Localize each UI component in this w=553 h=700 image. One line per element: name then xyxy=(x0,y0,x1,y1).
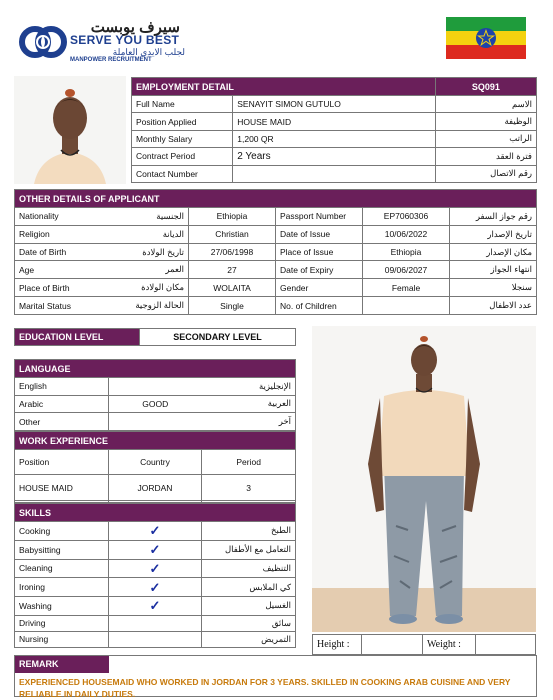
gender-label: Gender xyxy=(276,279,363,297)
position-label: Position Applied xyxy=(132,113,233,130)
work-header-country: Country xyxy=(108,450,202,475)
other-lang-ar: آخر xyxy=(202,413,296,431)
arabic-label: Arabic xyxy=(15,395,109,413)
table-row xyxy=(15,261,537,279)
employment-detail-table xyxy=(131,77,537,183)
contact-ar: رقم الاتصال xyxy=(435,165,536,182)
birthplace-label: Place of Birth xyxy=(15,279,102,297)
marital-ar: الحالة الزوجية xyxy=(102,297,189,315)
skill-cooking-ar: الطبخ xyxy=(202,522,296,541)
portrait-figure xyxy=(14,76,126,184)
table-row xyxy=(15,413,296,431)
education-label: EDUCATION LEVEL xyxy=(15,329,140,346)
age-ar: العمر xyxy=(102,261,189,279)
marital-label: Marital Status xyxy=(15,297,102,315)
logo-knot-icon xyxy=(18,20,68,64)
english-label: English xyxy=(15,378,109,396)
salary-value: 1,200 QR xyxy=(233,130,436,147)
religion-ar: الديانة xyxy=(102,225,189,243)
table-row xyxy=(15,378,296,396)
nationality-ar: الجنسية xyxy=(102,208,189,226)
contact-label: Contact Number xyxy=(132,165,233,182)
position-ar: الوظيفة xyxy=(435,113,536,130)
skill-cleaning-ar: التنظيف xyxy=(202,559,296,578)
gender-ar: سنجلا xyxy=(450,279,537,297)
issue-place-value: Ethiopia xyxy=(363,243,450,261)
skill-driving-label: Driving xyxy=(15,615,109,631)
other-details-table xyxy=(14,189,537,315)
skill-cleaning-label: Cleaning xyxy=(15,559,109,578)
contact-value xyxy=(233,165,436,182)
skill-nursing-ar: التمريض xyxy=(202,631,296,647)
weight-value xyxy=(476,635,536,655)
table-row xyxy=(15,597,296,616)
skill-washing-label: Washing xyxy=(15,597,109,616)
table-row xyxy=(15,297,537,315)
issue-date-value: 10/06/2022 xyxy=(363,225,450,243)
expiry-ar: انتهاء الجواز xyxy=(450,261,537,279)
skill-driving-ar: سائق xyxy=(202,615,296,631)
children-ar: عدد الاطفال xyxy=(450,297,537,315)
skill-cooking-label: Cooking xyxy=(15,522,109,541)
table-row xyxy=(132,96,537,113)
birthplace-value: WOLAITA xyxy=(189,279,276,297)
passport-ar: رقم جواز السفر xyxy=(450,208,537,226)
position-value: HOUSE MAID xyxy=(233,113,436,130)
arabic-ar: العربية xyxy=(202,395,296,413)
other-lang-label: Other xyxy=(15,413,109,431)
logo-sub-english: MANPOWER RECRUITMENT xyxy=(70,57,152,63)
skill-ironing-label: Ironing xyxy=(15,578,109,597)
skill-nursing-label: Nursing xyxy=(15,631,109,647)
work-country-value: JORDAN xyxy=(108,475,202,500)
age-label: Age xyxy=(15,261,102,279)
height-value xyxy=(362,635,423,655)
full-name-value: SENAYIT SIMON GUTULO xyxy=(233,96,436,113)
company-logo xyxy=(18,18,188,66)
skill-washing-ar: الغسيل xyxy=(202,597,296,616)
salary-ar: الراتب xyxy=(435,130,536,147)
salary-label: Monthly Salary xyxy=(132,130,233,147)
other-details-title: OTHER DETAILS OF APPLICANT xyxy=(15,190,537,208)
nationality-label: Nationality xyxy=(15,208,102,226)
logo-sub-arabic: لجلب الايدي العاملة xyxy=(112,47,185,57)
work-header-period: Period xyxy=(202,450,296,475)
table-row xyxy=(15,225,537,243)
table-row xyxy=(15,522,296,541)
table-row xyxy=(132,148,537,165)
other-lang-value xyxy=(108,413,202,431)
age-value: 27 xyxy=(189,261,276,279)
table-row xyxy=(15,395,296,413)
contract-label: Contract Period xyxy=(132,148,233,165)
children-value xyxy=(363,297,450,315)
gender-value: Female xyxy=(363,279,450,297)
check-icon: ✓ xyxy=(149,542,161,558)
height-label: Height : xyxy=(313,635,362,655)
dob-label: Date of Birth xyxy=(15,243,102,261)
check-icon: ✓ xyxy=(149,523,161,539)
applicant-full-body-photo xyxy=(312,326,536,632)
table-row xyxy=(132,113,537,130)
english-ar: الإنجليزية xyxy=(202,378,296,396)
table-row xyxy=(15,450,296,475)
applicant-code: SQ091 xyxy=(435,78,536,96)
contract-value: 2 Years xyxy=(233,148,436,165)
remark-title: REMARK xyxy=(15,656,109,673)
remark-box xyxy=(14,655,537,697)
ethiopia-flag-icon xyxy=(446,17,526,59)
table-row xyxy=(15,279,537,297)
expiry-value: 09/06/2027 xyxy=(363,261,450,279)
check-icon: ✓ xyxy=(149,560,161,576)
contract-ar: فترة العقد xyxy=(435,148,536,165)
logo-arabic: سيرف يوبست xyxy=(90,19,180,36)
education-value: SECONDARY LEVEL xyxy=(140,329,296,346)
children-label: No. of Children xyxy=(276,297,363,315)
language-title: LANGUAGE xyxy=(15,360,296,378)
applicant-portrait-photo xyxy=(14,76,126,184)
english-value xyxy=(108,378,202,396)
skills-title: SKILLS xyxy=(15,504,296,522)
marital-value: Single xyxy=(189,297,276,315)
full-name-label: Full Name xyxy=(132,96,233,113)
table-row xyxy=(15,631,296,647)
weight-label: Weight : xyxy=(423,635,476,655)
measurements-box xyxy=(312,634,536,655)
work-experience-table xyxy=(14,431,296,503)
skills-table xyxy=(14,503,296,648)
table-row xyxy=(15,208,537,226)
table-row xyxy=(132,130,537,147)
passport-value: EP7060306 xyxy=(363,208,450,226)
table-row xyxy=(15,475,296,500)
expiry-label: Date of Expiry xyxy=(276,261,363,279)
dob-value: 27/06/1998 xyxy=(189,243,276,261)
dob-ar: تاريخ الولادة xyxy=(102,243,189,261)
religion-label: Religion xyxy=(15,225,102,243)
skill-babysitting-ar: التعامل مع الأطفال xyxy=(202,540,296,559)
issue-date-ar: تاريخ الإصدار xyxy=(450,225,537,243)
passport-label: Passport Number xyxy=(276,208,363,226)
issue-place-ar: مكان الإصدار xyxy=(450,243,537,261)
table-row xyxy=(132,165,537,182)
table-row xyxy=(15,559,296,578)
issue-date-label: Date of Issue xyxy=(276,225,363,243)
check-icon: ✓ xyxy=(149,579,161,595)
religion-value: Christian xyxy=(189,225,276,243)
work-header-position: Position xyxy=(15,450,109,475)
table-row xyxy=(15,540,296,559)
check-icon: ✓ xyxy=(149,598,161,614)
birthplace-ar: مكان الولادة xyxy=(102,279,189,297)
employment-detail-title: EMPLOYMENT DETAIL xyxy=(132,78,436,96)
issue-place-label: Place of Issue xyxy=(276,243,363,261)
full-body-figure xyxy=(312,326,536,632)
skill-ironing-ar: كي الملابس xyxy=(202,578,296,597)
remark-text: EXPERIENCED HOUSEMAID WHO WORKED IN JORDAN FOR 3 YEARS. SKILLED IN COOKING ARAB CUISINE AND VERY RELIABLE IN DAILY DUTIES. xyxy=(19,677,511,699)
table-row xyxy=(15,615,296,631)
table-row xyxy=(15,578,296,597)
language-table xyxy=(14,359,296,431)
skill-babysitting-label: Babysitting xyxy=(15,540,109,559)
work-title: WORK EXPERIENCE xyxy=(15,432,296,450)
table-row xyxy=(15,243,537,261)
work-period-value: 3 xyxy=(202,475,296,500)
education-level-box xyxy=(14,328,296,346)
nationality-value: Ethiopia xyxy=(189,208,276,226)
work-position-value: HOUSE MAID xyxy=(15,475,109,500)
full-name-ar: الاسم xyxy=(435,96,536,113)
logo-english: SERVE YOU BEST xyxy=(70,33,180,47)
arabic-value: GOOD xyxy=(108,395,202,413)
